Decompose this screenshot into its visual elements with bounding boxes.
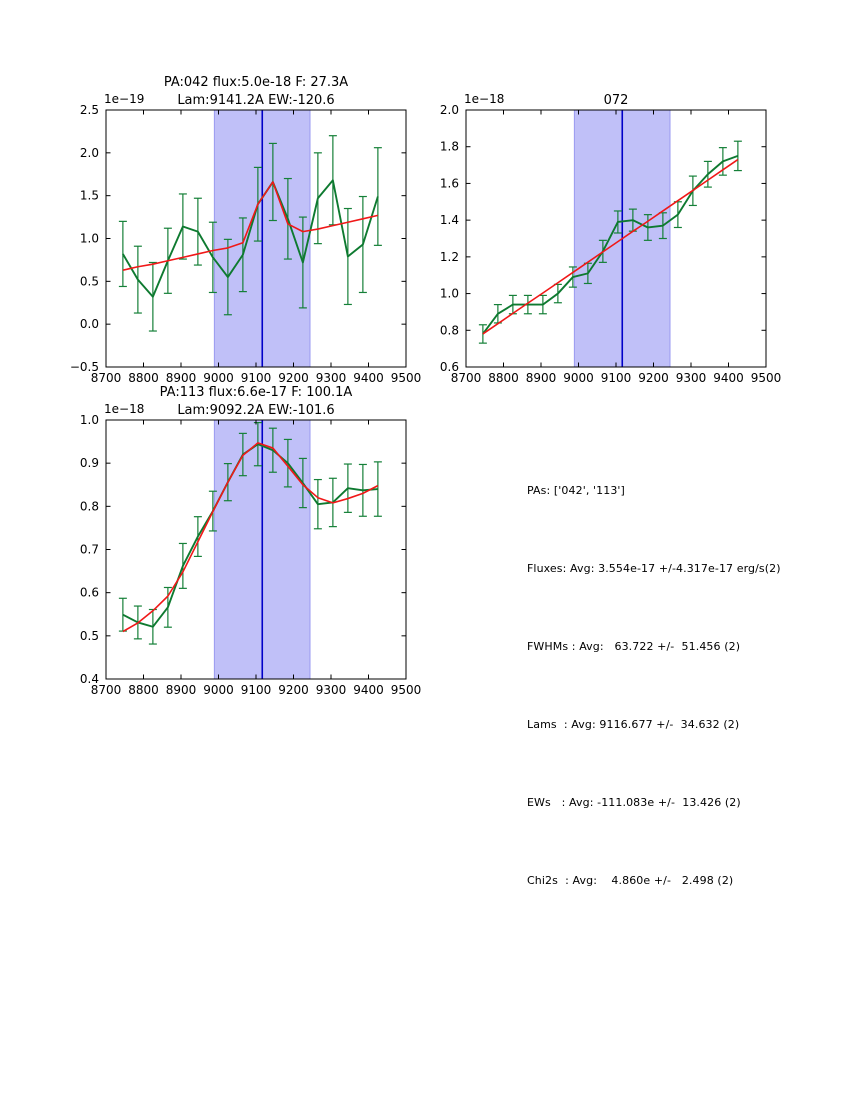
x-tick-label: 8800 bbox=[128, 683, 159, 697]
y-tick-label: −0.5 bbox=[69, 360, 99, 374]
x-tick-label: 9000 bbox=[203, 683, 234, 697]
y-tick-label: 1.5 bbox=[79, 188, 99, 203]
x-tick-label: 8900 bbox=[165, 683, 197, 697]
spectrum-pa042 bbox=[70, 75, 421, 385]
x-tick-label: 8700 bbox=[90, 371, 122, 385]
y-tick-label: 1.4 bbox=[439, 213, 459, 228]
y-axis-offset-text: 1e−19 bbox=[104, 92, 145, 106]
stats-line-pas: PAs: ['042', '113'] bbox=[527, 484, 625, 497]
y-tick-label: 0.7 bbox=[79, 542, 99, 557]
y-tick-label: 1.6 bbox=[439, 176, 459, 191]
x-tick-label: 8800 bbox=[488, 371, 519, 385]
x-tick-label: 8700 bbox=[90, 683, 122, 697]
y-tick-label: 2.5 bbox=[79, 103, 99, 117]
stats-panel bbox=[527, 426, 781, 946]
y-tick-label: 0.8 bbox=[79, 499, 99, 514]
x-tick-label: 8900 bbox=[165, 371, 197, 385]
x-tick-label: 9200 bbox=[638, 371, 669, 385]
stats-line-ews: EWs : Avg: -111.083e +/- 13.426 (2) bbox=[527, 796, 741, 809]
y-axis-offset-text: 1e−18 bbox=[104, 402, 145, 416]
y-tick-label: 0.5 bbox=[79, 274, 99, 289]
plot-title-line: Lam:9092.2A EW:-101.6 bbox=[177, 403, 335, 418]
x-tick-label: 8900 bbox=[525, 371, 557, 385]
y-tick-label: 0.6 bbox=[79, 585, 99, 600]
y-tick-label: 2.0 bbox=[79, 145, 99, 160]
x-tick-label: 9500 bbox=[750, 371, 782, 385]
y-tick-label: 0.4 bbox=[79, 672, 99, 686]
x-tick-label: 9100 bbox=[240, 683, 272, 697]
x-tick-label: 9100 bbox=[600, 371, 632, 385]
x-tick-label: 9200 bbox=[278, 371, 309, 385]
x-tick-label: 9300 bbox=[675, 371, 707, 385]
stats-line-chi2s: Chi2s : Avg: 4.860e +/- 2.498 (2) bbox=[527, 874, 734, 887]
x-tick-label: 9400 bbox=[353, 683, 384, 697]
y-axis-offset-text: 1e−18 bbox=[464, 92, 505, 106]
stats-line-fwhms: FWHMs : Avg: 63.722 +/- 51.456 (2) bbox=[527, 640, 741, 653]
x-tick-label: 9100 bbox=[240, 371, 272, 385]
x-tick-label: 9500 bbox=[390, 371, 422, 385]
y-tick-label: 0.9 bbox=[79, 456, 99, 471]
plot-title-line: 072 bbox=[603, 93, 629, 108]
x-tick-label: 9000 bbox=[203, 371, 234, 385]
spectrum-pa113 bbox=[80, 385, 421, 697]
x-tick-label: 9500 bbox=[390, 683, 422, 697]
plot-title-line: PA:113 flux:6.6e-17 F: 100.1A bbox=[159, 385, 353, 400]
y-tick-label: 1.8 bbox=[439, 139, 459, 154]
y-tick-label: 0.8 bbox=[439, 323, 459, 338]
spectrum-072 bbox=[440, 92, 781, 385]
y-tick-label: 0.5 bbox=[79, 628, 99, 643]
x-tick-label: 9200 bbox=[278, 683, 309, 697]
y-tick-label: 1.2 bbox=[439, 249, 459, 264]
x-tick-label: 9000 bbox=[563, 371, 594, 385]
stats-line-fluxes: Fluxes: Avg: 3.554e-17 +/-4.317e-17 erg/s(2) bbox=[527, 562, 781, 575]
plot-title-line: Lam:9141.2A EW:-120.6 bbox=[177, 93, 335, 108]
x-tick-label: 8800 bbox=[128, 371, 159, 385]
x-tick-label: 9400 bbox=[713, 371, 744, 385]
y-tick-label: 1.0 bbox=[79, 231, 99, 246]
x-tick-label: 8700 bbox=[450, 371, 482, 385]
x-tick-label: 9300 bbox=[315, 683, 347, 697]
x-tick-label: 9400 bbox=[353, 371, 384, 385]
stats-line-lams: Lams : Avg: 9116.677 +/- 34.632 (2) bbox=[527, 718, 740, 731]
y-tick-label: 0.6 bbox=[439, 360, 459, 374]
y-tick-label: 2.0 bbox=[439, 103, 459, 117]
y-tick-label: 1.0 bbox=[439, 286, 459, 301]
x-tick-label: 9300 bbox=[315, 371, 347, 385]
y-tick-label: 1.0 bbox=[79, 413, 99, 427]
y-tick-label: 0.0 bbox=[79, 317, 99, 332]
plot-title-line: PA:042 flux:5.0e-18 F: 27.3A bbox=[163, 75, 349, 90]
